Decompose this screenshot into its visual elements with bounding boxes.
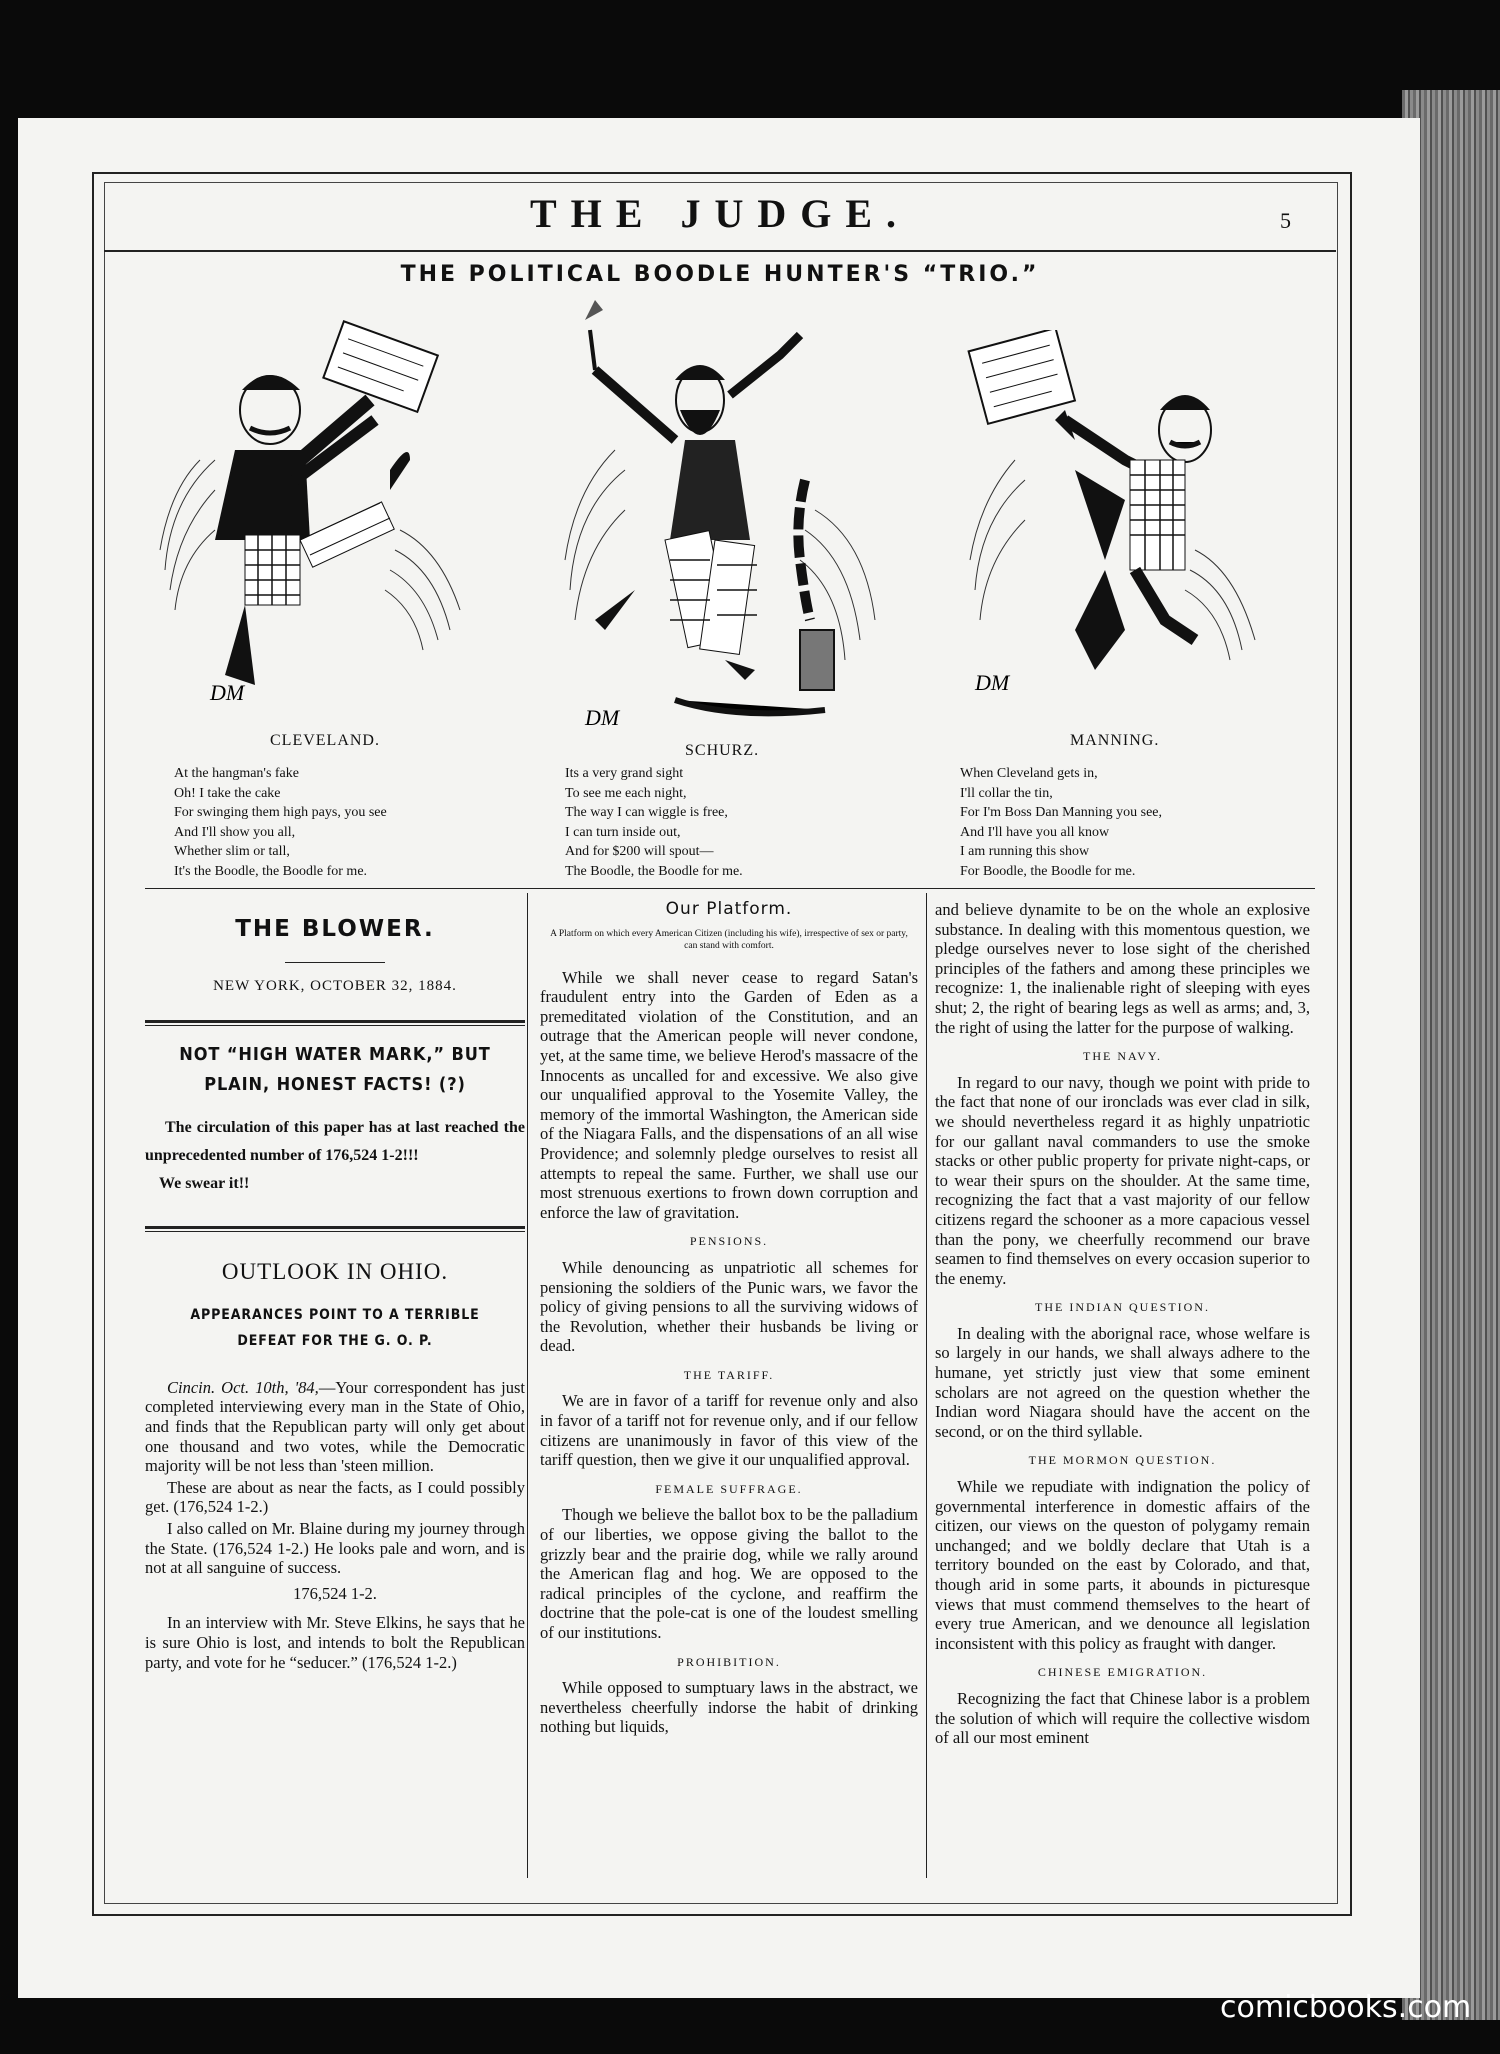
platform-column: [540, 900, 918, 1739]
schurz-artist-signature: DM: [585, 705, 620, 730]
verse-line: And I'll have you all know: [960, 824, 1110, 840]
left-column: [145, 916, 525, 1674]
indian-heading: THE INDIAN QUESTION.: [1035, 1300, 1210, 1315]
notice-rule-bottom: [145, 1226, 525, 1229]
verse-line: For Boodle, the Boodle for me.: [960, 863, 1136, 879]
verse-line: When Cleveland gets in,: [960, 766, 1098, 781]
verse-line: For swinging them high pays, you see: [174, 805, 387, 820]
schurz-verse: [565, 764, 743, 881]
verse-line: To see me each night,: [565, 785, 687, 801]
ohio-dateline: Cincin. Oct. 10th, '84,: [167, 1377, 319, 1397]
verse-line: Its a very grand sight: [565, 766, 684, 781]
verse-line: I can turn inside out,: [565, 824, 681, 840]
verse-line: The way I can wiggle is free,: [565, 805, 728, 820]
suffrage-heading: FEMALE SUFFRAGE.: [655, 1481, 803, 1496]
verse-line: I'll collar the tin,: [960, 785, 1053, 801]
platform-intro: While we shall never cease to regard Satan's fraudulent entry into the Garden of Eden as a premeditated violation of the Constitution, and an outrage that the American people will never condone, yet, at the same time, we believe Herod's massacre of the Innocents as uncalled for and excessive. We also give our unqualified approval to the Yosemite Valley, the memory of the immortal Washington, the American side of the Niagara Falls, and the dispensations of an all wise Providence; and solemnly pledge ourselves to resist all attempts to repeal the same. Further, we shall use our most strenuous exertions to frown down corruption and enforce the law of gravitation.: [540, 967, 918, 1222]
cartoon-title: THE POLITICAL BOODLE HUNTER'S “TRIO.”: [400, 262, 1040, 287]
cleveland-caption: CLEVELAND.: [270, 732, 380, 749]
verse-line: And for $200 will spout—: [565, 844, 714, 859]
prohibition-text: While opposed to sumptuary laws in the abstract, we nevertheless cheerfully indorse the habit of drinking nothing but liquids,: [540, 1678, 918, 1737]
notice-swear: We swear it!!: [159, 1175, 250, 1193]
title-rule: [285, 962, 385, 963]
page-number: 5: [1280, 208, 1291, 233]
masthead-rule: [104, 250, 1336, 252]
verse-line: For I'm Boss Dan Manning you see,: [960, 805, 1163, 820]
manning-verse: [960, 764, 1162, 881]
ohio-paragraph-1: Cincin. Oct. 10th, '84,—Your correspondent has just completed interviewing every man in the State of Ohio, and finds that the Republican party will only get about one thousand and two votes, while the Democratic majority will be not less than 'steen million.: [145, 1377, 525, 1476]
ohio-paragraph-4: In an interview with Mr. Steve Elkins, he says that he is sure Ohio is lost, and intends to bolt the Republican party, and vote for he “seducer.” (176,524 1-2.): [145, 1613, 525, 1672]
navy-text: In regard to our navy, though we point with pride to the fact that none of our ironclads was ever clad in silk, we should nevertheless regard it as highly unpatriotic for our gallant naval commanders to use the smoke stacks or other public property for private night-caps, or to wear their spurs on the shoulder. At the same time, recognizing the fact that a vast majority of our fellow citizens regard the schooner as a more capacious vessel than the pony, we cheerfully recommend our brave seamen to find themselves on every occasion superior to the enemy.: [935, 1072, 1310, 1288]
cartoon-bottom-rule: [145, 888, 1315, 889]
verse-line: I am running this show: [960, 844, 1090, 859]
verse-line: It's the Boodle, the Boodle for me.: [174, 863, 368, 879]
manning-caption: MANNING.: [1070, 732, 1160, 749]
manning-illustration: [955, 330, 1285, 700]
tariff-heading: THE TARIFF.: [683, 1367, 775, 1382]
ohio-paragraph-3: I also called on Mr. Blaine during my journey through the State. (176,524 1-2.) He looks pale and worn, and is not at all sanguine of success.: [145, 1518, 525, 1578]
platform-title: Our Platform.: [665, 899, 793, 919]
masthead: THE JUDGE.: [529, 191, 911, 236]
paper-title: THE BLOWER.: [235, 916, 435, 942]
suffrage-text: Though we believe the ballot box to be the palladium of our liberties, we oppose giving the ballot to the grizzly bear and the prairie dog, while we rally around the American flag and hog. We are opposed to the radical principles of the cyclone, and reaffirm the doctrine that the pole-cat is one of the loudest smelling of our institutions.: [540, 1505, 918, 1642]
ohio-paragraph-2: These are about as near the facts, as I could possibly get. (176,524 1-2.): [145, 1477, 525, 1517]
mormon-heading: THE MORMON QUESTION.: [1028, 1453, 1217, 1468]
watermark: comicbooks.com: [1220, 1990, 1472, 2025]
verse-line: The Boodle, the Boodle for me.: [565, 863, 743, 879]
notice-body: The circulation of this paper has at last reached the unprecedented number of 176,524 1-2!!!: [145, 1119, 525, 1165]
ohio-count: 176,524 1-2.: [293, 1583, 377, 1603]
cleveland-verse: [174, 764, 387, 881]
ohio-subtitle: APPEARANCES POINT TO A TERRIBLE DEFEAT FOR THE G. O. P.: [190, 1306, 480, 1349]
column-rule-2: [926, 893, 927, 1878]
prohibition-heading: PROHIBITION.: [677, 1654, 781, 1669]
platform-subtitle: A Platform on which every American Citizen (including his wife), irrespective of sex or party, can stand with comfort.: [550, 928, 908, 951]
notice-headline: NOT “HIGH WATER MARK,” BUT PLAIN, HONEST FACTS! (?): [179, 1044, 491, 1096]
right-column: [935, 900, 1310, 1750]
pensions-heading: PENSIONS.: [689, 1234, 769, 1249]
verse-line: Whether slim or tall,: [174, 844, 290, 859]
mormon-text: While we repudiate with indignation the policy of governmental interference in domestic affairs of the citizen, our views on the queston of polygamy remain unchanged; and we boldly declare that Utah is a territory bounded on the east by Colorado, and that, though arid in some parts, it abounds in picturesque views that must commend themselves to the heart of every true American, and we denounce all legislation inconsistent with this policy as fraught with danger.: [935, 1477, 1310, 1653]
column-rule-1: [527, 893, 528, 1878]
verse-line: At the hangman's fake: [174, 766, 299, 781]
platform-continued: and believe dynamite to be on the whole an explosive substance. In dealing with this momentous question, we pledge ourselves never to lose sight of the cherished principles of the fathers and among these principles we recognize: 1, the inalienable right of sleeping with eyes shut; 2, the right of bearing legs as well as arms; and, 3, the right of using the latter for the purpose of walking.: [935, 900, 1310, 1037]
chinese-heading: CHINESE EMIGRATION.: [1037, 1665, 1208, 1680]
chinese-text: Recognizing the fact that Chinese labor is a problem the solution of which will require the collective wisdom of all our most eminent: [935, 1688, 1310, 1748]
notice-rule-top: [145, 1020, 525, 1023]
indian-text: In dealing with the aborignal race, whose welfare is so largely in our hands, we shall always adhere to the humane, yet strictly just view that some eminent scholars are not agreed on the question whether the Indian word Niagara should have the accent on the second, or on the third syllable.: [935, 1323, 1310, 1441]
manning-artist-signature: DM: [975, 670, 1010, 695]
cleveland-illustration: [150, 320, 490, 710]
dateline: NEW YORK, OCTOBER 32, 1884.: [213, 977, 457, 994]
pensions-text: While denouncing as unpatriotic all schemes for pensioning the soldiers of the Punic wars, we favor the policy of giving pensions to all the surviving widows of the Revolution, whether their husbands be living or dead.: [540, 1257, 918, 1356]
navy-heading: THE NAVY.: [1083, 1049, 1162, 1064]
tariff-text: We are in favor of a tariff for revenue only and also in favor of a tariff not for revenue only, and if our fellow citizens are unanimously in favor of this view of the tariff question, then we give it our unqualified approval.: [540, 1391, 918, 1470]
ohio-title: OUTLOOK IN OHIO.: [221, 1259, 449, 1285]
cleveland-artist-signature: DM: [210, 680, 245, 705]
schurz-caption: SCHURZ.: [685, 742, 760, 759]
verse-line: And I'll show you all,: [174, 824, 296, 840]
verse-line: Oh! I take the cake: [174, 785, 281, 801]
schurz-illustration: [545, 300, 905, 730]
